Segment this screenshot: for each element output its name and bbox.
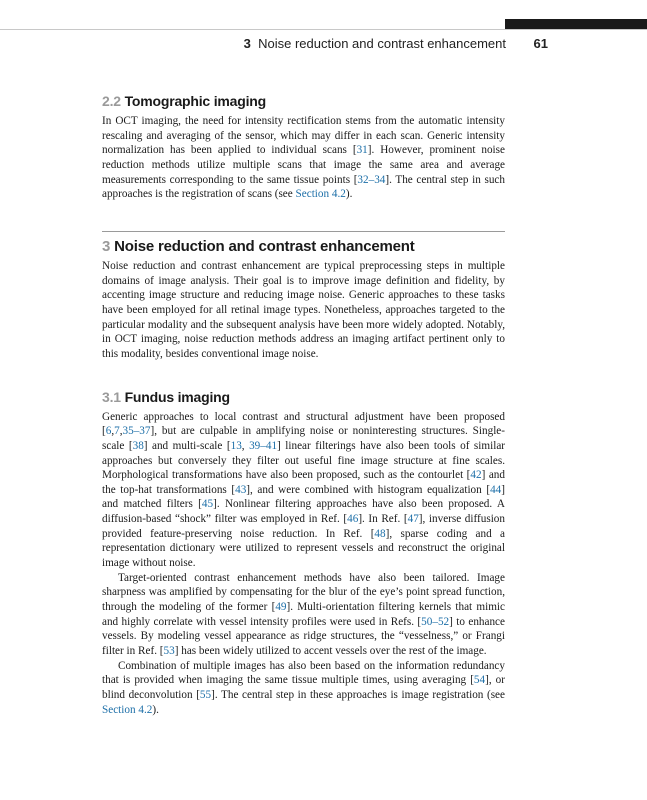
citation-link[interactable]: 49: [275, 601, 287, 614]
text-run: Combination of multiple images has also been based on the information redundancy that is provided when imaging the same tissue multiple times, using averaging [: [102, 659, 505, 687]
text-run: ], inverse diffusion provided feature-preserving noise reduction. In Ref. [: [102, 513, 505, 540]
header-rule: [0, 29, 647, 30]
text-run: ] linear filterings have also been tools of similar approaches but conversely they filter out useful fine image structure at fine scales. Morphological transformations have also been proposed, such as the contourlet [: [102, 439, 506, 482]
section-3-paragraph: Noise reduction and contrast enhancement are typical preprocessing steps in multiple domains of image analysis. Their goal is to improve image definition and fidelity, by accenting image structure and reducing image noise. Generic approaches to these tasks have been employed for all retinal image types. Nonetheless, approaches targeted to the particular modality and the subsequent analysis have been more widely adopted. Notably, in OCT imaging, noise reduction methods address an imaging artifact pertinent only to this modality, besides conventional image noise.: [102, 259, 505, 360]
text-run: ]. In Ref. [: [358, 513, 408, 526]
section-2-2-number: 2.2: [102, 93, 121, 109]
citation-link[interactable]: 32–34: [357, 173, 386, 186]
text-run: ], but are culpable in amplifying noise or noninteresting structures. Single-scale [: [102, 425, 505, 452]
section-3-1-paragraph-3: [102, 659, 505, 718]
text-run: ]. Nonlinear filtering approaches have also been proposed. A diffusion-based “shock” filter was employed in Ref. [: [102, 498, 505, 526]
text-run: ]. The central step in such approaches is the registration of scans (see: [102, 173, 505, 201]
text-run: ] and matched filters [: [102, 483, 505, 511]
section-3-heading: [102, 237, 505, 256]
section-3-1-paragraph-1: [102, 410, 505, 571]
citation-link[interactable]: 42: [470, 469, 482, 482]
citation-link[interactable]: 55: [199, 689, 212, 701]
text-run: ]. However, prominent noise reduction methods utilize multiple scans that image the same area and average measurements corresponding to the same tissue points [: [102, 144, 505, 186]
citation-link[interactable]: 44: [490, 483, 502, 496]
text-run: Target-oriented contrast enhancement methods have also been tailored. Image sharpness was amplified by compensating for the blur of the eye’s point spread function, through the modeling of the former [: [102, 571, 505, 614]
running-title: [244, 36, 506, 51]
citation-link[interactable]: 53: [163, 645, 175, 658]
section-3-title: Noise reduction and contrast enhancement: [114, 237, 415, 255]
citation-link[interactable]: 6: [105, 425, 112, 438]
text-run: ]. Multi-orientation filtering kernels that mimic and highly correlate with vessel intensity profiles were used in Refs. [: [102, 601, 505, 628]
running-header: [100, 36, 548, 54]
citation-link[interactable]: 46: [347, 513, 359, 526]
section-3-1-heading: [102, 388, 505, 406]
text-run: ).: [152, 703, 159, 716]
citation-link[interactable]: 50–52: [421, 615, 450, 628]
section-link[interactable]: Section 4.2: [295, 188, 346, 201]
citation-link[interactable]: 38: [132, 439, 144, 452]
citation-link[interactable]: 43: [235, 483, 247, 496]
citation-link[interactable]: 47: [407, 513, 419, 526]
section-2-2-title: Tomographic imaging: [124, 93, 266, 109]
citation-link[interactable]: 7: [114, 425, 120, 438]
text-run: ], or blind deconvolution [: [102, 674, 505, 701]
citation-link[interactable]: 39–41: [249, 439, 278, 452]
text-run: ).: [345, 188, 353, 201]
citation-link[interactable]: 54: [473, 674, 486, 687]
chapter-number: 3: [243, 36, 251, 51]
text-run: ], sparse coding and a representation dictionary were utilized to represent vessels and reconstruct the original image without noise.: [102, 527, 505, 570]
section-link[interactable]: Section 4.2: [102, 703, 153, 716]
section-3-1-number: 3.1: [102, 388, 121, 405]
text-run: Generic approaches to local contrast and structural adjustment have been proposed [: [102, 410, 505, 438]
text-run: ] has been widely utilized to accent vessels over the rest of the image.: [174, 645, 487, 658]
citation-link[interactable]: 13: [230, 439, 242, 452]
text-run: ,: [241, 439, 250, 452]
text-run: ] and multi-scale [: [143, 439, 231, 452]
section-3-number: 3: [102, 237, 111, 255]
citation-link[interactable]: 31: [356, 144, 368, 157]
text-run: ], and were combined with histogram equalization [: [246, 483, 491, 496]
text-run: ,: [119, 425, 123, 438]
citation-link[interactable]: 35–37: [122, 425, 151, 438]
text-run: In OCT imaging, the need for intensity rectification stems from the automatic intensity rescaling and averaging of the sensor, which may differ in each scan. Generic intensity normalization has been applied to individual scans [: [102, 115, 505, 157]
section-3-1-title: Fundus imaging: [124, 388, 230, 405]
section-2-2-paragraph: [102, 114, 505, 202]
text-run: ] and the top-hat transformations [: [102, 469, 505, 496]
citation-link[interactable]: 48: [374, 527, 386, 540]
section-3-1-paragraph-2: [102, 571, 505, 659]
text-run: ] to enhance vessels. By modeling vessel appearance as ridge structures, the “vesselness,” or Frangi filter in Ref. [: [102, 615, 505, 658]
text-run: ]. The central step in these approaches is image registration (see: [211, 689, 505, 701]
page-number: 61: [533, 36, 548, 51]
page-body: [102, 92, 505, 717]
chapter-title: Noise reduction and contrast enhancement: [258, 36, 506, 51]
text-run: ,: [111, 425, 115, 438]
section-2-2-heading: [102, 92, 505, 110]
citation-link[interactable]: 45: [201, 498, 214, 511]
